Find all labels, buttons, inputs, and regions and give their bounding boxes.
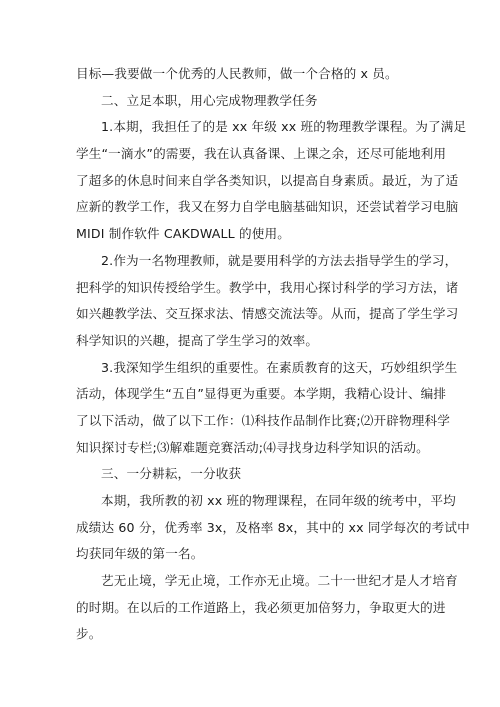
body-line: 活动，体现学生“五自”显得更为重要。本学期，我精心设计、编排 xyxy=(76,386,447,402)
body-line: 的时期。在以后的工作道路上，我必须更加倍努力，争取更大的进 xyxy=(76,599,446,615)
paragraph-first-line: 2.作为一名物理教师，就是要用科学的方法去指导学生的学习， xyxy=(101,252,458,268)
body-line: 科学知识的兴趣，提高了学生学习的效率。 xyxy=(76,332,319,348)
paragraph-first-line: 3.我深知学生组织的重要性。在素质教育的这天，巧妙组织学生 xyxy=(101,359,458,375)
body-line: 成绩达 60 分，优秀率 3x，及格率 8x，其中的 xx 同学每次的考试中 xyxy=(76,519,470,535)
body-line: 把科学的知识传授给学生。教学中，我用心探讨科学的学习方法，诸 xyxy=(76,279,459,295)
section-heading: 三、一分耕耘，一分收获 xyxy=(101,466,242,482)
paragraph-first-line: 1.本期，我担任了的是 xx 年级 xx 班的物理教学课程。为了满足 xyxy=(101,119,467,135)
body-line: 如兴趣教学法、交互探求法、情感交流法等。从而，提高了学生学习 xyxy=(76,306,459,322)
document-body xyxy=(76,61,470,648)
section-heading: 二、立足本职，用心完成物理教学任务 xyxy=(101,92,318,108)
paragraph-first-line: 艺无止境，学无止境，工作亦无止境。二十一世纪才是人才培育 xyxy=(101,573,458,589)
body-line: MIDI 制作软件 CAKDWALL 的使用。 xyxy=(76,226,290,242)
body-line: 了以下活动，做了以下工作：⑴科技作品制作比赛;⑵开辟物理科学 xyxy=(76,412,450,428)
body-line: 了超多的休息时间来自学各类知识，以提高自身素质。最近，为了适 xyxy=(76,172,459,188)
body-line: 均获同年级的第一名。 xyxy=(76,546,204,562)
body-line: 应新的教学工作，我又在努力自学电脑基础知识，还尝试着学习电脑 xyxy=(76,199,459,215)
paragraph-first-line: 本期，我所教的初 xx 班的物理课程，在同年级的统考中，平均 xyxy=(101,493,456,508)
body-line: 知识探讨专栏;⑶解难题竞赛活动;⑷寻找身边科学知识的活动。 xyxy=(76,439,429,455)
body-line: 目标—我要做一个优秀的人民教师，做一个合格的 x 员。 xyxy=(76,66,398,81)
body-line: 学生“一滴水”的需要，我在认真备课、上课之余，还尽可能地利用 xyxy=(76,146,447,162)
body-line: 步。 xyxy=(76,626,102,642)
